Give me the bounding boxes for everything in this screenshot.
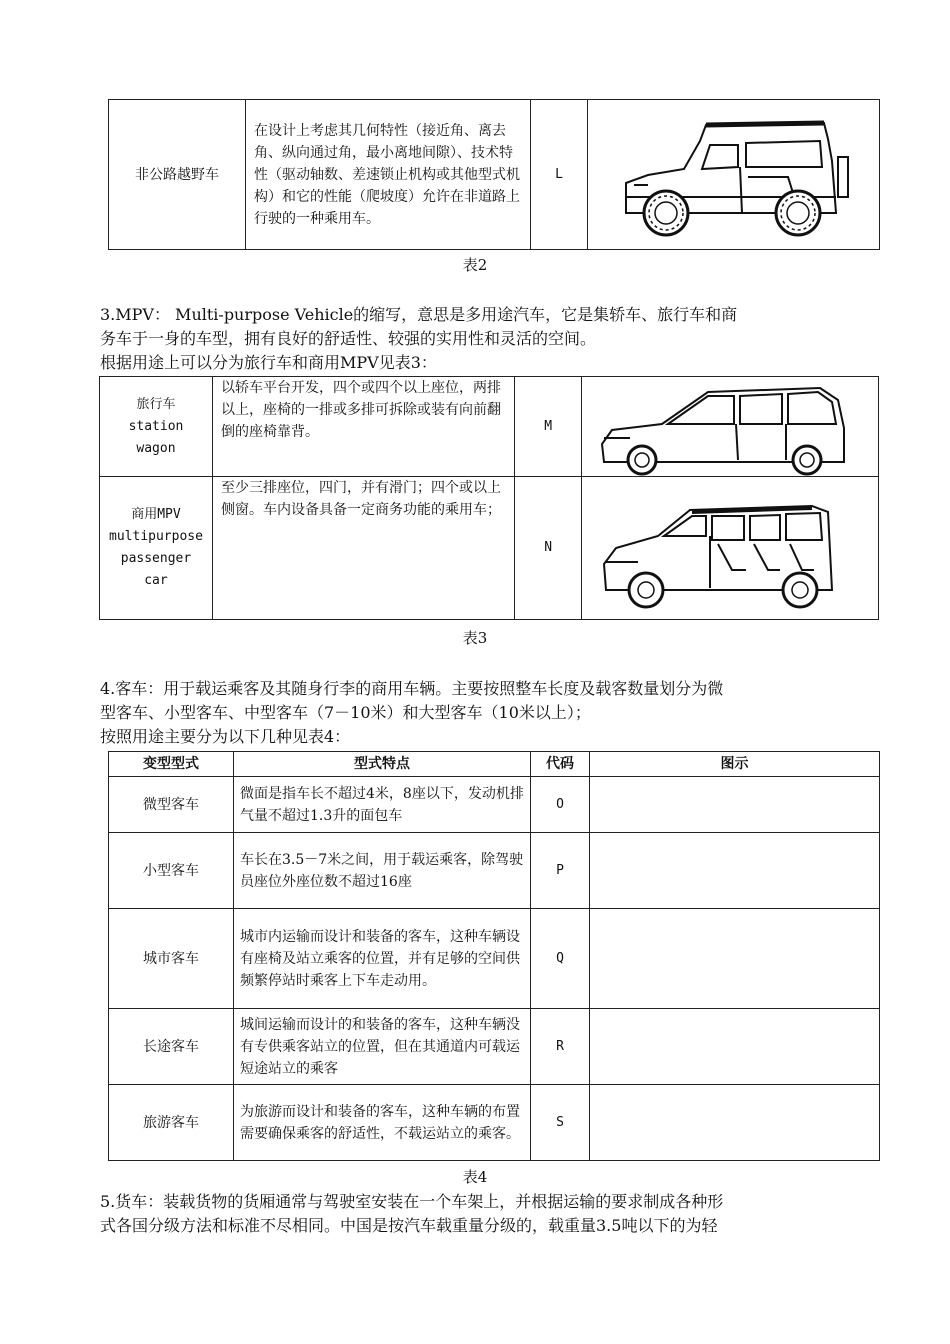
image-cell bbox=[582, 377, 879, 477]
vehicle-type-cell: 旅游客车 bbox=[109, 1085, 234, 1161]
code-cell: S bbox=[531, 1085, 590, 1161]
code-cell: O bbox=[531, 777, 590, 833]
table-4 bbox=[108, 751, 880, 1161]
table-row bbox=[100, 377, 879, 477]
vehicle-type-cell: 旅行车 station wagon bbox=[100, 377, 213, 477]
table-header-row bbox=[109, 752, 880, 777]
table-row bbox=[100, 477, 879, 620]
description-cell: 至少三排座位，四门，并有滑门；四个或以上侧窗。车内设备具备一定商务功能的乘用车； bbox=[212, 477, 514, 620]
vehicle-type-cell: 城市客车 bbox=[109, 909, 234, 1009]
table-3 bbox=[99, 376, 879, 620]
image-cell bbox=[590, 909, 880, 1009]
table-3-caption: 表3 bbox=[462, 629, 488, 647]
column-header: 图示 bbox=[590, 752, 880, 777]
section-3-line-2: 务车于一身的车型，拥有良好的舒适性、较强的实用性和灵活的空间。 bbox=[100, 329, 597, 348]
vehicle-type-cell: 小型客车 bbox=[109, 833, 234, 909]
vehicle-type-cell: 商用MPV multipurpose passenger car bbox=[100, 477, 213, 620]
table-2-caption: 表2 bbox=[462, 256, 488, 274]
vehicle-type-cell: 微型客车 bbox=[109, 777, 234, 833]
description-cell: 城间运输而设计的和装备的客车，这种车辆没有专供乘客站立的位置，但在其通道内可载运短途站立的乘客 bbox=[234, 1009, 531, 1085]
code-cell: R bbox=[531, 1009, 590, 1085]
description-cell: 为旅游而设计和装备的客车，这种车辆的布置需要确保乘客的舒适性，不载运站立的乘客。 bbox=[234, 1085, 531, 1161]
section-4-line-2: 型客车、小型客车、中型客车（7－10米）和大型客车（10米以上）； bbox=[100, 703, 591, 722]
column-header: 型式特点 bbox=[234, 752, 531, 777]
description-cell: 微面是指车长不超过4米，8座以下，发动机排气量不超过1.3升的面包车 bbox=[234, 777, 531, 833]
table-row bbox=[109, 1009, 880, 1085]
table-row bbox=[109, 833, 880, 909]
table-row bbox=[109, 909, 880, 1009]
image-cell bbox=[590, 1009, 880, 1085]
code-cell: Q bbox=[531, 909, 590, 1009]
image-cell bbox=[590, 777, 880, 833]
description-cell: 以轿车平台开发，四个或四个以上座位，两排以上，座椅的一排或多排可拆除或装有向前翻倒的座椅靠背。 bbox=[212, 377, 514, 477]
image-cell bbox=[590, 1085, 880, 1161]
column-header: 代码 bbox=[531, 752, 590, 777]
table-4-caption: 表4 bbox=[462, 1168, 488, 1186]
table-2 bbox=[108, 99, 880, 250]
code-cell: M bbox=[515, 377, 582, 477]
section-3-line-3: 根据用途上可以分为旅行车和商用MPV见表3： bbox=[100, 353, 437, 372]
section-4-line-3: 按照用途主要分为以下几种见表4： bbox=[100, 727, 351, 746]
description-cell: 在设计上考虑其几何特性（接近角、离去角、纵向通过角，最小离地间隙）、技术特性（驱动轴数、差速锁止机构或其他型式机构）和它的性能（爬坡度）允许在非道路上行驶的一种乘用车。 bbox=[246, 100, 531, 250]
section-3-line-1: 3.MPV： Multi-purpose Vehicle的缩写，意思是多用途汽车，它是集轿车、旅行车和商 bbox=[100, 305, 738, 324]
vehicle-type-cell: 非公路越野车 bbox=[109, 100, 246, 250]
section-5-line-1: 5.货车：装载货物的货厢通常与驾驶室安装在一个车架上，并根据运输的要求制成各种形 bbox=[100, 1192, 724, 1211]
code-cell: P bbox=[531, 833, 590, 909]
section-5-line-2: 式各国分级方法和标准不尽相同。中国是按汽车载重量分级的，载重量3.5吨以下的为轻 bbox=[100, 1216, 718, 1235]
image-cell bbox=[582, 477, 879, 620]
vehicle-type-cell: 长途客车 bbox=[109, 1009, 234, 1085]
description-cell: 城市内运输而设计和装备的客车，这种车辆设有座椅及站立乘客的位置，并有足够的空间供频繁停站时乘客上下车走动用。 bbox=[234, 909, 531, 1009]
image-cell bbox=[588, 100, 880, 250]
description-cell: 车长在3.5－7米之间，用于载运乘客，除驾驶员座位外座位数不超过16座 bbox=[234, 833, 531, 909]
code-cell: N bbox=[515, 477, 582, 620]
code-cell: L bbox=[531, 100, 588, 250]
image-cell bbox=[590, 833, 880, 909]
section-4-line-1: 4.客车：用于载运乘客及其随身行李的商用车辆。主要按照整车长度及载客数量划分为微 bbox=[100, 679, 724, 698]
station-wagon-drawing bbox=[582, 378, 878, 476]
mpv-drawing bbox=[582, 478, 878, 619]
off-road-vehicle-drawing bbox=[588, 101, 876, 249]
table-row bbox=[109, 100, 880, 250]
column-header: 变型型式 bbox=[109, 752, 234, 777]
table-row bbox=[109, 777, 880, 833]
table-row bbox=[109, 1085, 880, 1161]
